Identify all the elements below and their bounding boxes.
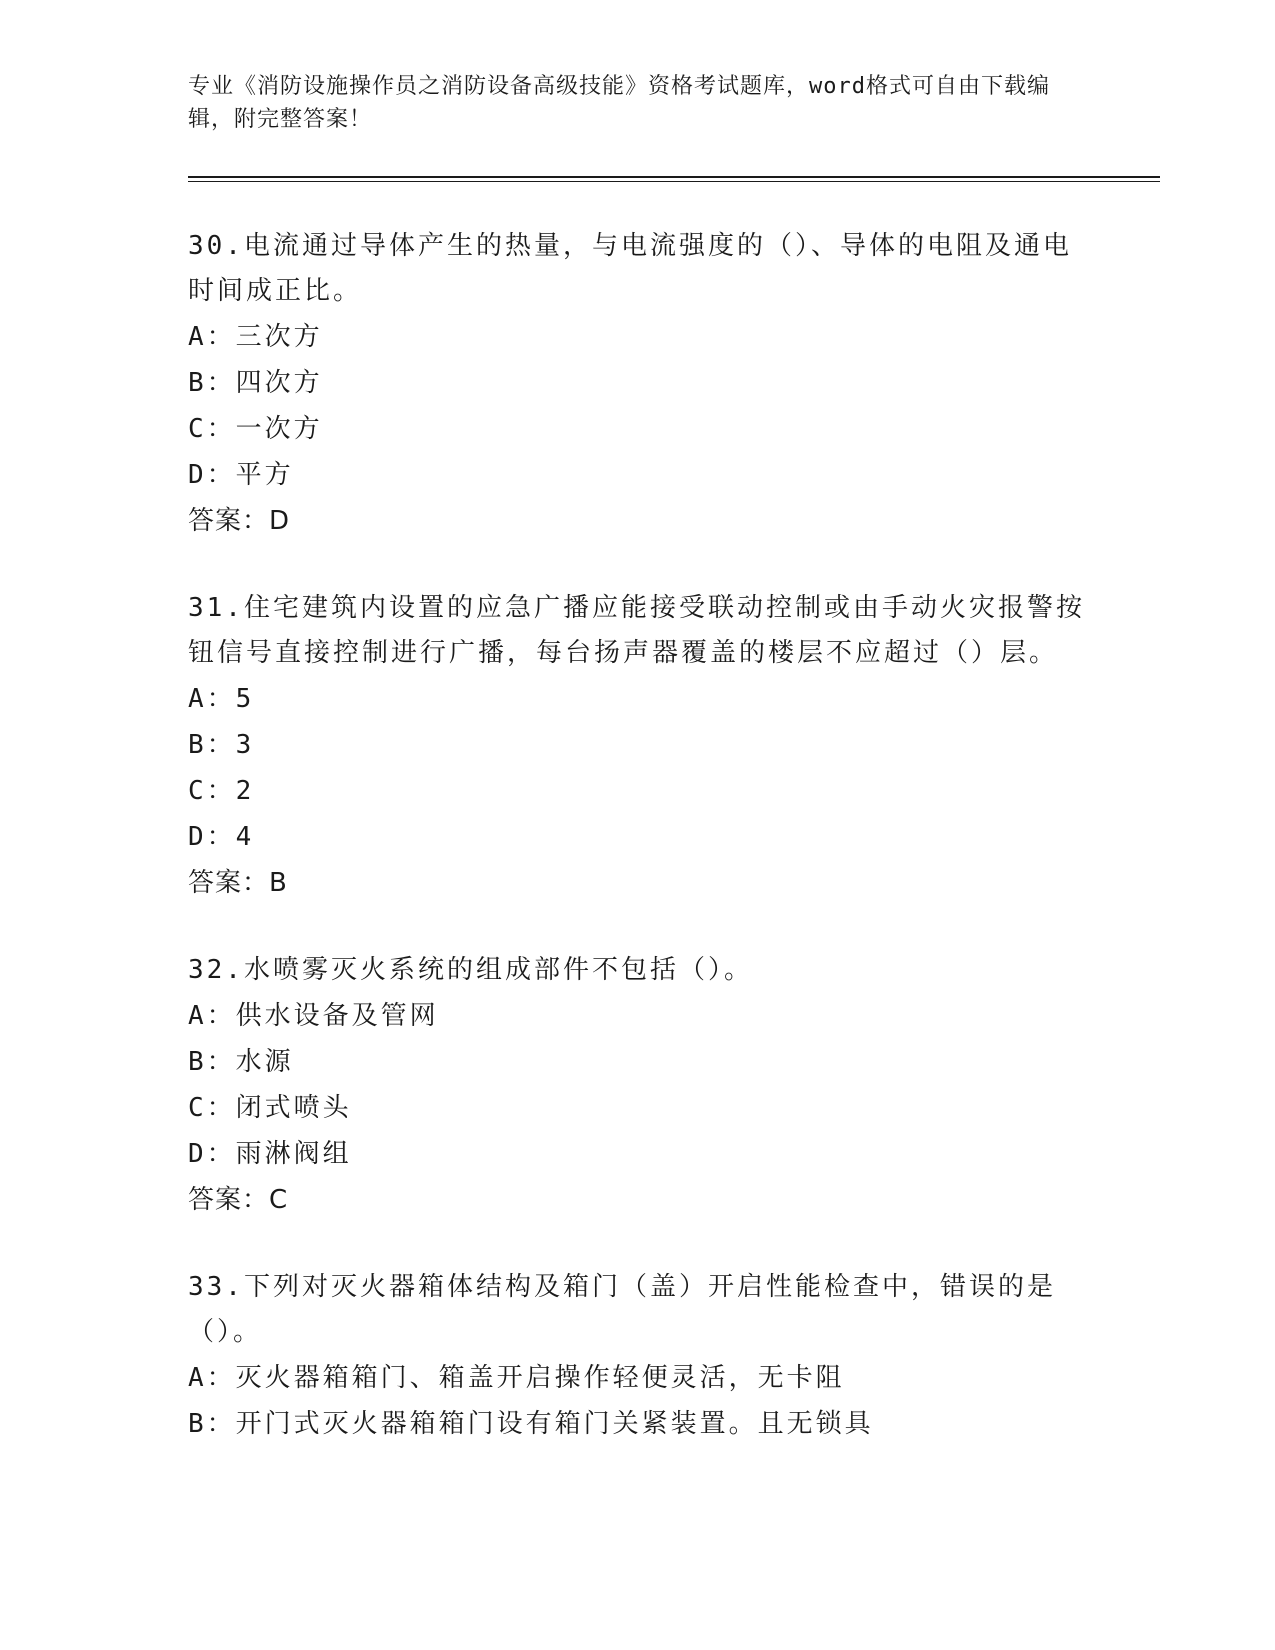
question-30 — [188, 224, 1158, 544]
document-header: 专业《消防设施操作员之消防设备高级技能》资格考试题库，word格式可自由下载编辑，附完整答案！ — [188, 74, 1050, 132]
option-c: C：一次方 — [188, 414, 323, 444]
question-text: 31.住宅建筑内设置的应急广播应能接受联动控制或由手动火灾报警按钮信号直接控制进行广播，每台扬声器覆盖的楼层不应超过（）层。 — [188, 593, 1085, 668]
option-b: B：开门式灭火器箱箱门设有箱门关紧装置。且无锁具 — [188, 1409, 874, 1439]
question-list — [188, 224, 1158, 1447]
question-text: 33.下列对灭火器箱体结构及箱门（盖）开启性能检查中，错误的是（）。 — [188, 1272, 1056, 1347]
option-a: A：灭火器箱箱门、箱盖开启操作轻便灵活，无卡阻 — [188, 1363, 845, 1393]
question-32 — [188, 948, 1158, 1223]
answer-line: 答案：C — [188, 1185, 289, 1215]
option-b: B：3 — [188, 730, 255, 760]
option-d: D：4 — [188, 822, 255, 852]
answer-line: 答案：B — [188, 868, 288, 898]
option-d: D：平方 — [188, 460, 294, 490]
option-c: C：2 — [188, 776, 255, 806]
option-a: A：供水设备及管网 — [188, 1001, 439, 1031]
answer-line: 答案：D — [188, 506, 291, 536]
question-text: 30.电流通过导体产生的热量，与电流强度的（）、导体的电阻及通电时间成正比。 — [188, 231, 1072, 306]
option-c: C：闭式喷头 — [188, 1093, 352, 1123]
question-text: 32.水喷雾灭火系统的组成部件不包括（）。 — [188, 955, 753, 985]
question-31 — [188, 586, 1158, 906]
option-b: B：水源 — [188, 1047, 294, 1077]
document-page — [188, 70, 1158, 1489]
question-33 — [188, 1265, 1158, 1447]
option-a: A：5 — [188, 684, 255, 714]
header-divider — [188, 176, 1160, 182]
option-d: D：雨淋阀组 — [188, 1139, 352, 1169]
option-a: A：三次方 — [188, 322, 323, 352]
option-b: B：四次方 — [188, 368, 323, 398]
